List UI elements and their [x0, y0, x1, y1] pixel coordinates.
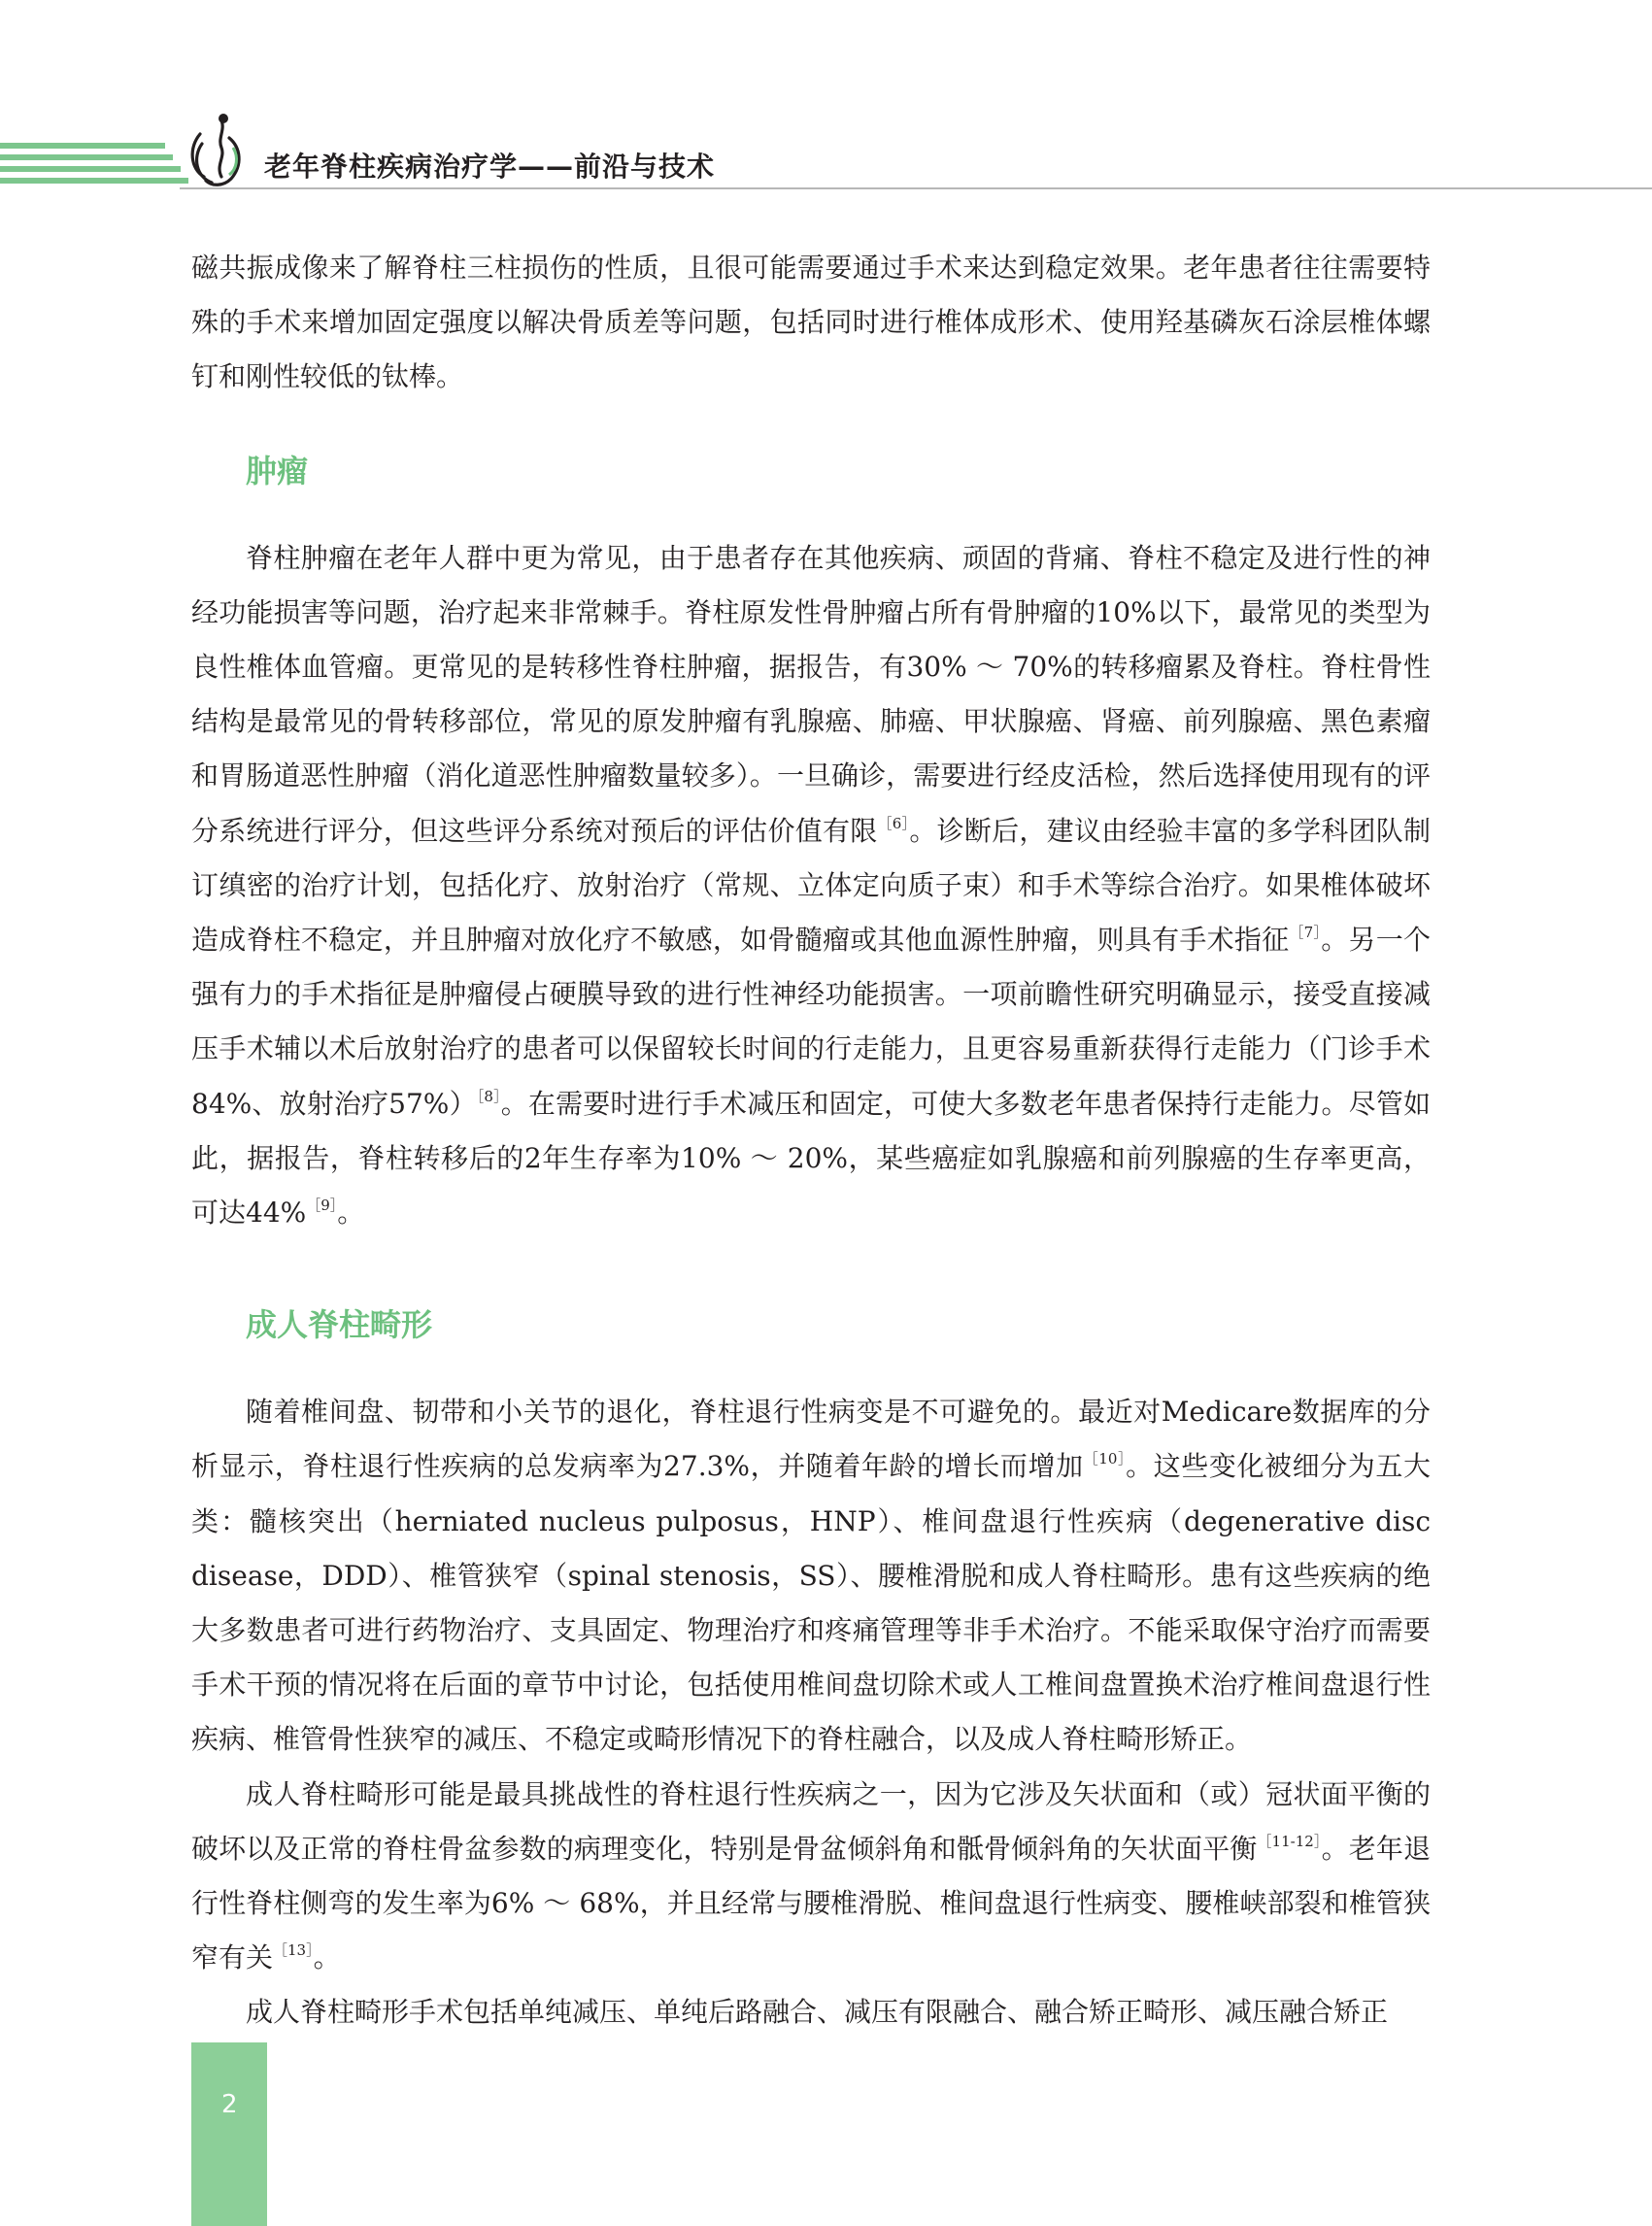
running-header-title: 老年脊柱疾病治疗学——前沿与技术 [264, 151, 716, 183]
page-number: 2 [221, 2090, 238, 2119]
page-number-tab [191, 2042, 267, 2226]
citation-9: ［9］ [306, 1197, 338, 1215]
citation-13: ［13］ [273, 1941, 314, 1960]
tumor-text-a: 脊柱肿瘤在老年人群中更为常见，由于患者存在其他疾病、顽固的背痛、脊柱不稳定及进行性的神经功能损害等问题，治疗起来非常棘手。脊柱原发性骨肿瘤占所有骨肿瘤的10%以下，最常见的类型为良性椎体血管瘤。更常见的是转移性脊柱肿瘤，据报告，有30% ～ 70%的转移瘤累及脊柱。脊柱骨性结构是最常见的骨转移部位，常见的原发肿瘤有乳腺癌、肺癌、甲状腺癌、肾癌、前列腺癌、黑色素瘤和胃肠道恶性肿瘤（消化道恶性肿瘤数量较多）。一旦确诊，需要进行经皮活检，然后选择使用现有的评分系统进行评分，但这些评分系统对预后的评估价值有限 [191, 541, 1431, 847]
header-stripes [0, 0, 194, 194]
citation-10: ［10］ [1083, 1450, 1127, 1468]
tumor-text-e: 。 [337, 1197, 365, 1230]
deformity-text-b: 。这些变化被细分为五大类：髓核突出（herniated nucleus pulposus，HNP）、椎间盘退行性疾病（degenerative disc disease，DDD）、椎管狭窄（spinal stenosis，SS）、腰椎滑脱和成人脊柱畸形。患有这些疾病的绝大多数患者可进行药物治疗、支具固定、物理治疗和疼痛管理等非手术治疗。不能采取保守治疗而需要手术干预的情况将在后面的章节中讨论，包括使用椎间盘切除术或人工椎间盘置换术治疗椎间盘退行性疾病、椎管骨性狭窄的减压、不稳定或畸形情况下的脊柱融合，以及成人脊柱畸形矫正。 [191, 1450, 1431, 1756]
deformity-text-c: 成人脊柱畸形可能是最具挑战性的脊柱退行性疾病之一，因为它涉及矢状面和（或）冠状面平衡的破坏以及正常的脊柱骨盆参数的病理变化，特别是骨盆倾斜角和骶骨倾斜角的矢状面平衡 [191, 1777, 1431, 1865]
citation-7: ［7］ [1289, 924, 1322, 942]
deformity-text-e: 。 [313, 1941, 341, 1974]
section-heading-tumor: 肿瘤 [246, 452, 309, 489]
citation-8: ［8］ [476, 1087, 501, 1105]
deformity-text-a: 随着椎间盘、韧带和小关节的退化，脊柱退行性病变是不可避免的。最近对Medicare数据库的分析显示，脊柱退行性疾病的总发病率为27.3%，并随着年龄的增长而增加 [191, 1396, 1431, 1483]
citation-11-12: ［11-12］ [1257, 1832, 1322, 1850]
deformity-paragraph-1 [191, 1385, 1431, 1767]
citation-6: ［6］ [877, 814, 910, 832]
tumor-text-b: 。诊断后，建议由经验丰富的多学科团队制订缜密的治疗计划，包括化疗、放射治疗（常规、立体定向质子束）和手术等综合治疗。如果椎体破坏造成脊柱不稳定，并且肿瘤对放化疗不敏感，如骨髓瘤或其他血源性肿瘤，则具有手术指征 [191, 814, 1431, 957]
deformity-text-d: 。老年退行性脊柱侧弯的发生率为6% ～ 68%，并且经常与腰椎滑脱、椎间盘退行性病变、腰椎峡部裂和椎管狭窄有关 [191, 1832, 1431, 1974]
section-heading-deformity: 成人脊柱畸形 [246, 1306, 433, 1344]
tumor-text-d: 。在需要时进行手术减压和固定，可使大多数老年患者保持行走能力。尽管如此，据报告，脊柱转移后的2年生存率为10% ～ 20%，某些癌症如乳腺癌和前列腺癌的生存率更高，可达44% [191, 1087, 1431, 1230]
deformity-paragraph-3: 成人脊柱畸形手术包括单纯减压、单纯后路融合、减压有限融合、融合矫正畸形、减压融合矫正 [246, 1996, 1389, 2029]
header-rule [180, 187, 1652, 189]
tumor-text-c: 。另一个强有力的手术指征是肿瘤侵占硬膜导致的进行性神经功能损害。一项前瞻性研究明确显示，接受直接减压手术辅以术后放射治疗的患者可以保留较长时间的行走能力，且更容易重新获得行走能力（门诊手术84%、放射治疗57%） [191, 924, 1431, 1120]
deformity-paragraph-2 [191, 1768, 1431, 1986]
tumor-paragraph [191, 531, 1431, 1241]
intro-paragraph: 磁共振成像来了解脊柱三柱损伤的性质，且很可能需要通过手术来达到稳定效果。老年患者往往需要特殊的手术来增加固定强度以解决骨质差等问题，包括同时进行椎体成形术、使用羟基磷灰石涂层椎体螺钉和刚性较低的钛棒。 [191, 252, 1431, 393]
spine-figure-logo-icon [183, 109, 253, 196]
page-content [191, 241, 1431, 2040]
